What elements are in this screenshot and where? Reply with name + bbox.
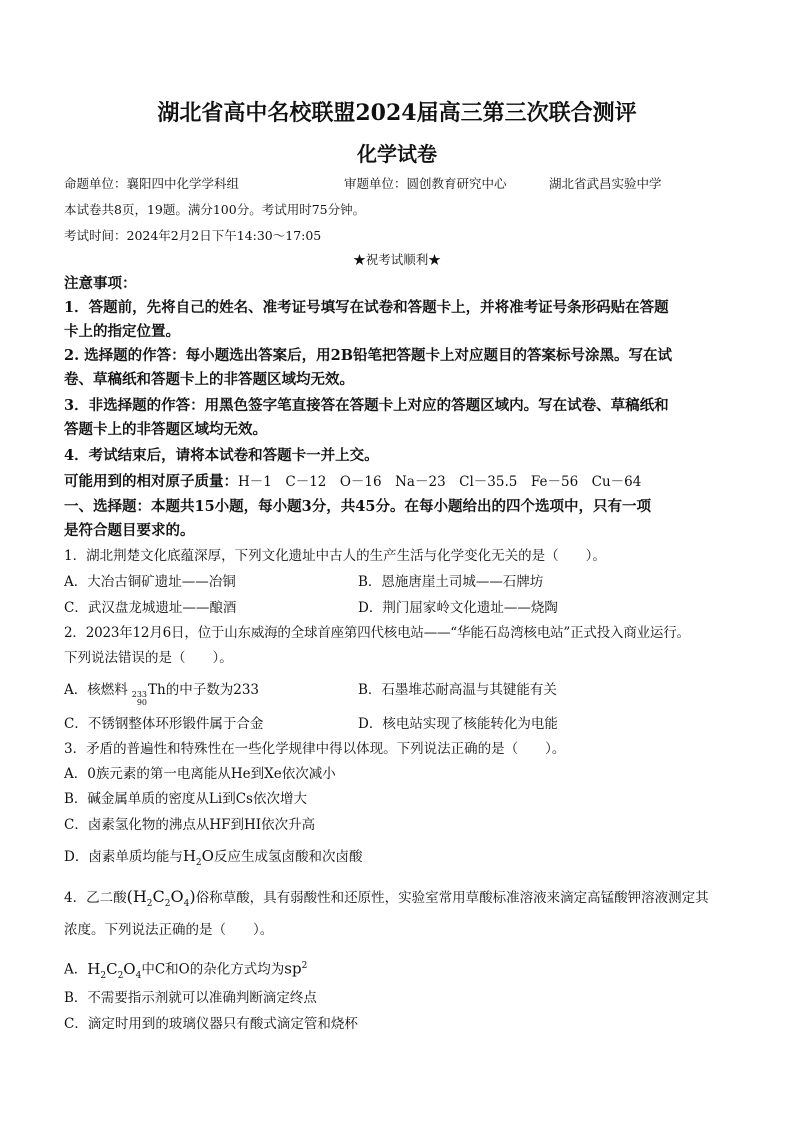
element-symbol: Th [148, 682, 166, 698]
org-right: 湖北省武昌实验中学 [549, 176, 662, 191]
formula-o: O [201, 847, 214, 865]
q4-option-a [64, 956, 764, 986]
q1-option-b: B．恩施唐崖土司城——石牌坊 [358, 574, 544, 590]
q3-option-b: B．碱金属单质的密度从Li到Cs依次增大 [64, 791, 307, 807]
q2-stem-b: 下列说法错误的是（ ）。 [64, 650, 233, 666]
q4-option-a-middle: 中C和O的杂化方式均为 [141, 961, 285, 978]
q4-option-b: B．不需要指示剂就可以准确判断滴定终点 [64, 990, 317, 1006]
water-formula [182, 847, 214, 868]
subject-title: 化学试卷 [357, 142, 437, 166]
section-1-heading-b: 是符合题目要求的。 [64, 522, 195, 539]
section-1-heading-a: 一、选择题：本题共15小题，每小题3分，共45分。在每小题给出的四个选项中，只有一项 [64, 498, 651, 515]
q1-option-a: A．大冶古铜矿遗址——冶铜 [64, 574, 236, 590]
hybridization-sp: sp [284, 959, 302, 978]
exam-time: 考试时间：2024年2月2日下午14:30～17:05 [64, 228, 322, 243]
q2-option-a [64, 680, 259, 707]
formula-sub-2: 2 [195, 858, 202, 868]
q2-option-a-prefix: A．核燃料 [64, 682, 128, 698]
q3-option-d-prefix: D．卤素单质均能与 [64, 849, 183, 865]
note-2a: 2. 选择题的作答：每小题选出答案后，用2B铅笔把答题卡上对应题目的答案标号涂黑。写在试 [64, 347, 673, 364]
oxalic-acid-formula-a: $H_2C_2O_4$ [87, 959, 142, 981]
q4-option-c: C．滴定时用到的玻璃仪器只有酸式滴定管和烧杯 [64, 1016, 358, 1032]
q4-stem-b: 浓度。下列说法正确的是（ ）。 [64, 922, 274, 938]
q3-option-d-suffix: 反应生成氢卤酸和次卤酸 [213, 849, 363, 865]
note-1a: 1．答题前，先将自己的姓名、准考证号填写在试卷和答题卡上，并将准考证号条形码贴在答题 [64, 299, 669, 316]
q1-stem: 1．湖北荆楚文化底蕴深厚，下列文化遗址中古人的生产生活与化学变化无关的是（ ）。 [64, 548, 606, 564]
q4-stem-prefix: 4．乙二酸 [64, 890, 127, 906]
q3-option-d [64, 846, 764, 873]
org-mid: 审题单位：圆创教育研究中心 [344, 176, 507, 191]
good-luck-line: ★祝考试顺利★ [353, 252, 441, 267]
mass-number: 233 [131, 690, 148, 699]
org-left: 命题单位：襄阳四中化学学科组 [64, 176, 240, 191]
q3-option-c: C．卤素氢化物的沸点从HF到HI依次升高 [64, 817, 316, 833]
q2-option-a-suffix: 的中子数为233 [165, 682, 260, 698]
note-3a: 3．非选择题的作答：用黑色签字笔直接答在答题卡上对应的答题区域内。写在试卷、草稿纸和 [64, 397, 669, 414]
oxalic-acid-formula: $(H_2C_2O_4)$ [126, 887, 196, 910]
q2-option-d: D．核电站实现了核能转化为电能 [358, 716, 558, 732]
q1-option-d: D．荆门屈家岭文化遗址——烧陶 [358, 600, 558, 616]
atomic-masses-line [64, 472, 764, 492]
notes-heading: 注意事项： [64, 275, 137, 292]
exam-title: 湖北省高中名校联盟2024届高三第三次联合测评 [157, 100, 637, 126]
exam-info: 本试卷共8页，19题。满分100分。考试用时75分钟。 [64, 202, 366, 217]
q4-option-a-prefix: A． [64, 961, 88, 978]
atomic-masses: H－1 C－12 O－16 Na－23 Cl－35.5 Fe－56 Cu－64 [238, 474, 642, 490]
q4-stem-suffix: 俗称草酸，具有弱酸性和还原性，实验室常用草酸标准溶液来滴定高锰酸钾溶液测定其 [195, 890, 709, 906]
atomic-number: 90 [136, 698, 148, 707]
hybridization-exponent: 2 [301, 961, 308, 971]
atomic-masses-label: 可能用到的相对原子质量： [64, 473, 238, 490]
note-4: 4．考试结束后，请将本试卷和答题卡一并上交。 [64, 447, 379, 464]
q2-stem-a: 2．2023年12月6日，位于山东威海的全球首座第四代核电站——“华能石岛湾核电站”正式投入商业运行。 [64, 625, 690, 641]
q4-stem-a [64, 887, 764, 914]
nuclide-notation [132, 691, 147, 707]
q2-option-c: C．不锈钢整体环形锻件属于合金 [64, 716, 264, 732]
q3-option-a: A．0族元素的第一电离能从He到Xe依次减小 [64, 766, 336, 782]
q1-option-c: C．武汉盘龙城遗址——酿酒 [64, 600, 237, 616]
note-2b: 卷、草稿纸和答题卡上的非答题区域均无效。 [64, 371, 354, 388]
q2-option-b: B．石墨堆芯耐高温与其键能有关 [358, 682, 557, 698]
formula-h: H [182, 847, 196, 865]
q3-stem: 3．矛盾的普遍性和特殊性在一些化学规律中得以体现。下列说法正确的是（ ）。 [64, 741, 566, 757]
note-3b: 答题卡上的非答题区域均无效。 [64, 421, 267, 438]
note-1b: 卡上的指定位置。 [64, 323, 180, 340]
org-line [64, 174, 764, 194]
